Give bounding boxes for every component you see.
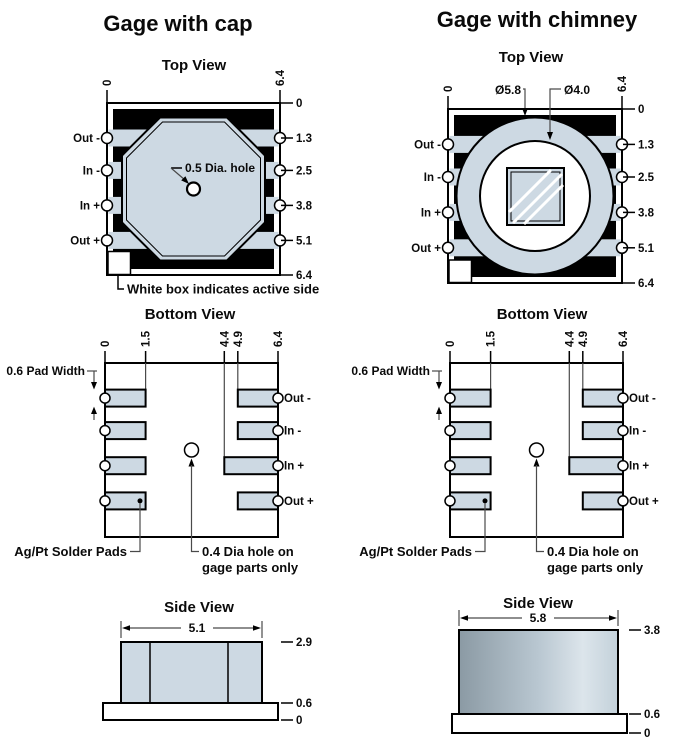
dim-value: 1.5 — [485, 331, 498, 347]
dim-value: 3.8 — [638, 207, 654, 220]
pin-label-in-pos: In + — [79, 200, 100, 213]
pin-label-in-pos: In + — [420, 207, 441, 220]
castellation-notch — [273, 496, 283, 506]
cap-body — [121, 642, 262, 703]
pin-label-out-neg: Out - — [73, 133, 100, 145]
dim-value: 4.9 — [577, 331, 590, 347]
cap-side-view — [103, 599, 312, 727]
dim-value: 6.4 — [617, 76, 629, 92]
solder-pads-callout-dot — [483, 498, 488, 503]
castellation-notch — [273, 461, 283, 471]
bottom-vent-hole — [185, 443, 199, 457]
dim-value: 0 — [638, 104, 645, 116]
dim-value: 1.3 — [296, 133, 312, 145]
outer-dia-leader — [523, 89, 525, 108]
castellation-notch — [102, 133, 113, 144]
pin-label-out-pos: Out + — [629, 495, 659, 508]
dim-value: 0 — [644, 728, 651, 740]
castellation-notch — [443, 172, 454, 183]
cap-title: Gage with cap — [103, 11, 253, 36]
dim-value: 0 — [296, 715, 303, 727]
castellation-notch — [443, 242, 454, 253]
active-note-leader — [118, 276, 124, 289]
cap-top-view — [70, 57, 319, 297]
dim-value: 0.6 — [296, 698, 312, 710]
active-side-white-box — [449, 260, 472, 283]
castellation-notch — [618, 496, 628, 506]
castellation-notch — [443, 207, 454, 218]
solder-pad — [238, 492, 278, 509]
cap-bottom-view-label: Bottom View — [144, 306, 236, 323]
dim-value: 4.9 — [232, 331, 245, 347]
dim-value: 2.5 — [638, 172, 654, 184]
castellation-notch — [618, 393, 628, 403]
castellation-notch — [618, 426, 628, 436]
dim-value: 0 — [445, 340, 457, 347]
pin-label-in-neg: In - — [82, 165, 100, 178]
dim-arrowhead-left — [122, 625, 130, 630]
dim-value: 2.5 — [296, 165, 312, 178]
castellation-notch — [102, 165, 113, 176]
dim-value: 0 — [100, 340, 112, 347]
dim-value: 4.4 — [219, 331, 232, 347]
pin-label-in-neg: In - — [284, 425, 302, 438]
castellation-notch — [100, 496, 110, 506]
cap-width-dim: 5.1 — [188, 621, 206, 635]
pin-label-out-pos: Out + — [284, 495, 314, 508]
solder-pad — [569, 457, 623, 474]
castellation-notch — [445, 496, 455, 506]
pad-width-note: 0.6 Pad Width — [6, 364, 85, 378]
solder-pad — [450, 390, 491, 407]
pad-width-arrowhead-up — [91, 407, 97, 414]
hole-callout-text: 0.5 Dia. hole — [185, 161, 256, 175]
dim-value: 5.1 — [638, 242, 654, 255]
cap-side-view-label: Side View — [164, 599, 234, 616]
pin-label-in-neg: In - — [629, 425, 647, 438]
pad-width-arrowhead-up — [436, 407, 442, 414]
dim-value: 6.4 — [275, 70, 287, 86]
dim-value: 1.5 — [140, 331, 153, 347]
bottom-vent-hole — [530, 443, 544, 457]
dim-value: 3.8 — [644, 625, 660, 637]
solder-pad — [224, 457, 278, 474]
dim-value: 1.3 — [638, 139, 654, 152]
pin-label-out-pos: Out + — [411, 242, 441, 255]
cap-top-view-label: Top View — [161, 57, 227, 74]
pin-label-out-neg: Out - — [284, 393, 311, 406]
pad-width-arrowhead-down — [436, 382, 442, 390]
hole-note-line1: 0.4 Dia hole on — [547, 544, 639, 559]
castellation-notch — [100, 393, 110, 403]
castellation-notch — [445, 393, 455, 403]
dim-value: 2.9 — [296, 637, 312, 649]
solder-pad — [450, 422, 491, 439]
dim-value: 0.6 — [644, 709, 660, 721]
outer-diameter-label: Ø5.8 — [494, 83, 521, 97]
solder-pads-note: Ag/Pt Solder Pads — [14, 544, 127, 559]
ceramic-base — [452, 714, 627, 733]
dim-arrowhead-right — [609, 615, 617, 620]
castellation-notch — [102, 235, 113, 246]
ceramic-base — [103, 703, 278, 720]
pad-width-note: 0.6 Pad Width — [351, 364, 430, 378]
dim-value: 4.4 — [564, 331, 577, 347]
dim-arrowhead-right — [253, 625, 261, 630]
solder-pad — [583, 390, 623, 407]
pin-label-out-neg: Out - — [414, 139, 441, 152]
chimney-side-view — [452, 595, 661, 740]
chimney-title: Gage with chimney — [436, 7, 638, 32]
solder-pad — [583, 422, 623, 439]
chimney-body — [459, 630, 618, 714]
cap-bottom-view — [6, 306, 314, 575]
hole-note-line1: 0.4 Dia hole on — [202, 544, 294, 559]
dim-arrowhead-left — [460, 615, 468, 620]
hole-note-line2: gage parts only — [547, 560, 644, 575]
pad-width-arrowhead-down — [91, 382, 97, 390]
solder-pad — [238, 422, 278, 439]
solder-pad — [105, 422, 146, 439]
solder-pad — [105, 390, 146, 407]
dim-value: 5.1 — [296, 235, 312, 248]
solder-pad — [583, 492, 623, 509]
sensing-die — [507, 168, 564, 225]
solder-pads-note: Ag/Pt Solder Pads — [359, 544, 472, 559]
chimney-bottom-view-label: Bottom View — [496, 306, 588, 323]
castellation-notch — [100, 461, 110, 471]
chimney-side-view-label: Side View — [503, 595, 573, 612]
pin-label-out-pos: Out + — [70, 235, 100, 248]
castellation-notch — [618, 461, 628, 471]
pin-label-in-pos: In + — [629, 460, 650, 473]
castellation-notch — [102, 200, 113, 211]
dim-value: 0 — [443, 85, 455, 92]
castellation-notch — [100, 426, 110, 436]
solder-pad — [238, 390, 278, 407]
castellation-notch — [443, 139, 454, 150]
chimney-width-dim: 5.8 — [529, 611, 547, 625]
solder-pad — [105, 457, 146, 474]
castellation-notch — [445, 461, 455, 471]
solder-pad — [450, 457, 491, 474]
dim-value: 3.8 — [296, 200, 312, 213]
inner-diameter-label: Ø4.0 — [564, 83, 591, 97]
dim-value: 6.4 — [618, 331, 630, 347]
vent-hole — [187, 183, 200, 196]
pin-label-out-neg: Out - — [629, 393, 656, 406]
chimney-top-view-label: Top View — [498, 49, 564, 66]
pin-label-in-neg: In - — [423, 172, 441, 184]
active-side-note: White box indicates active side — [127, 281, 320, 297]
castellation-notch — [273, 393, 283, 403]
chimney-bottom-view — [351, 306, 659, 575]
dim-value: 0 — [296, 98, 303, 110]
castellation-notch — [445, 426, 455, 436]
dim-value: 6.4 — [273, 331, 285, 347]
chimney-top-view — [411, 49, 654, 290]
castellation-notch — [273, 426, 283, 436]
active-side-white-box — [108, 252, 131, 275]
dim-value: 6.4 — [296, 270, 312, 282]
dim-value: 0 — [102, 79, 114, 86]
solder-pads-callout-dot — [138, 498, 143, 503]
dim-value: 6.4 — [638, 278, 654, 290]
pin-label-in-pos: In + — [284, 460, 305, 473]
hole-note-line2: gage parts only — [202, 560, 299, 575]
